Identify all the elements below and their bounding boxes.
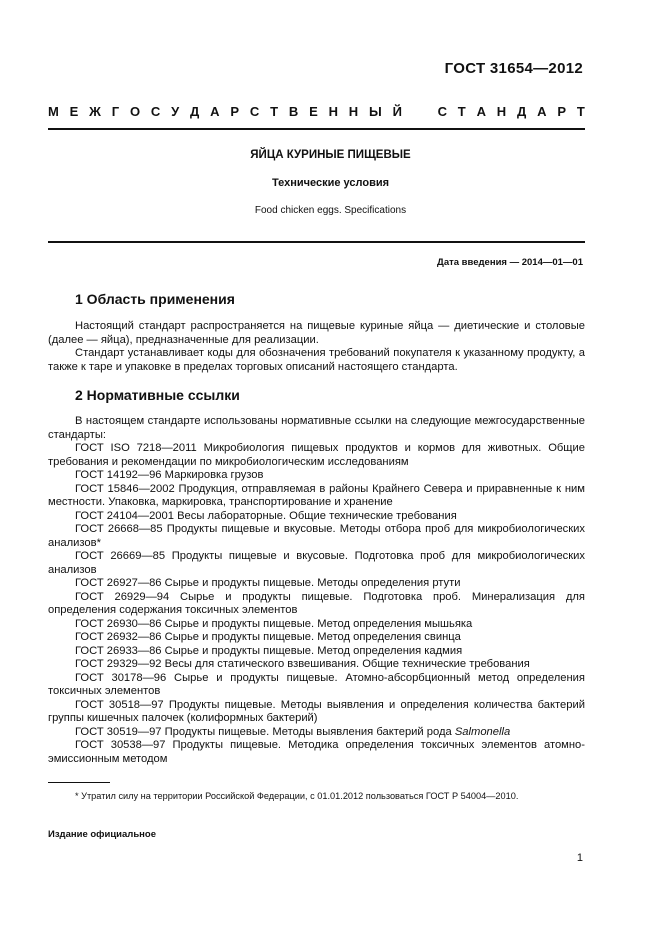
banner-letter: А [537,104,547,119]
banner-letter: Ж [89,104,101,119]
section-1-paragraph: Настоящий стандарт распространяется на пищевые куриные яйца — диетические и столовые (далее — яйца), предназначенные для реализации. [48,320,585,346]
title-divider [48,241,585,243]
banner-letter: С [150,104,161,119]
official-edition-label: Издание официальное [48,829,156,840]
reference-paragraph: ГОСТ 30178—96 Сырье и продукты пищевые. Атомно-абсорбционный метод определения токсичных элементов [48,671,585,697]
banner-letter: В [288,104,299,119]
reference-paragraph: ГОСТ 14192—96 Маркировка грузов [75,469,264,481]
reference-paragraph: ГОСТ 26669—85 Продукты пищевые и вкусовые. Подготовка проб для микробиологических анализов [48,550,585,576]
document-subtitle: Технические условия [271,177,390,189]
banner-letter: С [249,104,260,119]
banner-letter: У [171,104,180,119]
banner-letter: Н [348,104,359,119]
reference-paragraph: ГОСТ 29329—92 Весы для статического взвешивания. Общие технические требования [75,658,530,670]
banner-letter: Г [111,104,120,119]
section-2-heading: 2 Нормативные ссылки [75,387,240,403]
english-title: Food chicken eggs. Specifications [254,205,407,216]
introduction-date: Дата введения — 2014—01—01 [437,257,583,268]
reference-paragraph: ГОСТ 26933—86 Сырье и продукты пищевые. Метод определения кадмия [75,644,463,657]
banner-letter: Д [190,104,200,119]
banner-letter: Р [557,104,566,119]
reference-paragraph: ГОСТ 24104—2001 Весы лабораторные. Общие технические требования [75,509,457,522]
reference-paragraph: ГОСТ 26930—86 Сырье и продукты пищевые. Метод определения мышьяка [75,617,473,630]
footnote: * Утратил силу на территории Российской Федерации, с 01.01.2012 пользоваться ГОСТ Р 54004—2010. [75,791,519,801]
salmonella-prefix: ГОСТ 30519—97 Продукты пищевые. Методы выявления бактерий рода [75,725,455,738]
footnote-separator [48,782,110,783]
reference-paragraph: ГОСТ 26929—94 Сырье и продукты пищевые. Подготовка проб. Минерализация для определения содержания токсичных элементов [48,590,585,616]
banner-letter: М [48,104,59,119]
standard-code: ГОСТ 31654—2012 [444,60,583,77]
reference-paragraph: В настоящем стандарте использованы нормативные ссылки на следующие межгосударственные стандарты: [48,415,585,441]
reference-paragraph: ГОСТ 26932—86 Сырье и продукты пищевые. Метод определения свинца [75,631,461,643]
section-1-paragraph: Стандарт устанавливает коды для обозначения требований покупателя к указанному продукту, а также к таре и упаковке в пределах торговых описаний настоящего стандарта. [48,347,585,373]
reference-paragraph: ГОСТ 15846—2002 Продукция, отправляемая в районы Крайнего Севера и приравненные к ним местности. Упаковка, маркировка, транспортирование и хранение [48,482,585,508]
banner-letter: Т [576,104,585,119]
reference-paragraph: ГОСТ 30538—97 Продукты пищевые. Методика определения токсичных элементов атомно-эмиссионным методом [48,739,585,765]
reference-paragraph: ГОСТ 30518—97 Продукты пищевые. Методы выявления и определения количества бактерий группы кишечных палочек (колиформных бактерий) [48,698,585,724]
reference-paragraph: ГОСТ 26668—85 Продукты пищевые и вкусовые. Методы отбора проб для микробиологических анализов* [48,523,585,549]
banner-letter: Е [309,104,318,119]
interstate-standard-banner [48,104,585,119]
banner-letter: А [210,104,220,119]
banner-letter: Й [392,104,402,119]
section-2-body [48,415,585,766]
banner-letter: Н [496,104,507,119]
banner-letter: С [437,104,447,119]
reference-paragraph: ГОСТ 26927—86 Сырье и продукты пищевые. Методы определения ртути [75,577,461,589]
banner-letter: А [476,104,486,119]
banner-letter: Н [328,104,338,119]
section-1-heading: 1 Область применения [75,291,235,307]
banner-letter: Ы [369,104,382,119]
banner-letter: Д [517,104,527,119]
banner-letter: О [129,104,141,119]
page-number: 1 [576,852,583,864]
banner-letter: Т [270,104,279,119]
banner-letter: Т [457,104,466,119]
reference-paragraph-salmonella [48,726,585,740]
top-divider [48,128,585,130]
banner-letter: Е [69,104,79,119]
banner-letter: Р [230,104,240,119]
salmonella-genus: Salmonella [454,725,511,738]
banner-letter [413,104,427,119]
section-1-body [48,320,585,374]
document-title: ЯЙЦА КУРИНЫЕ ПИЩЕВЫЕ [250,149,411,161]
reference-paragraph: ГОСТ ISO 7218—2011 Микробиология пищевых продуктов и кормов для животных. Общие требования и рекомендации по микробиологическим исследованиям [48,442,585,468]
